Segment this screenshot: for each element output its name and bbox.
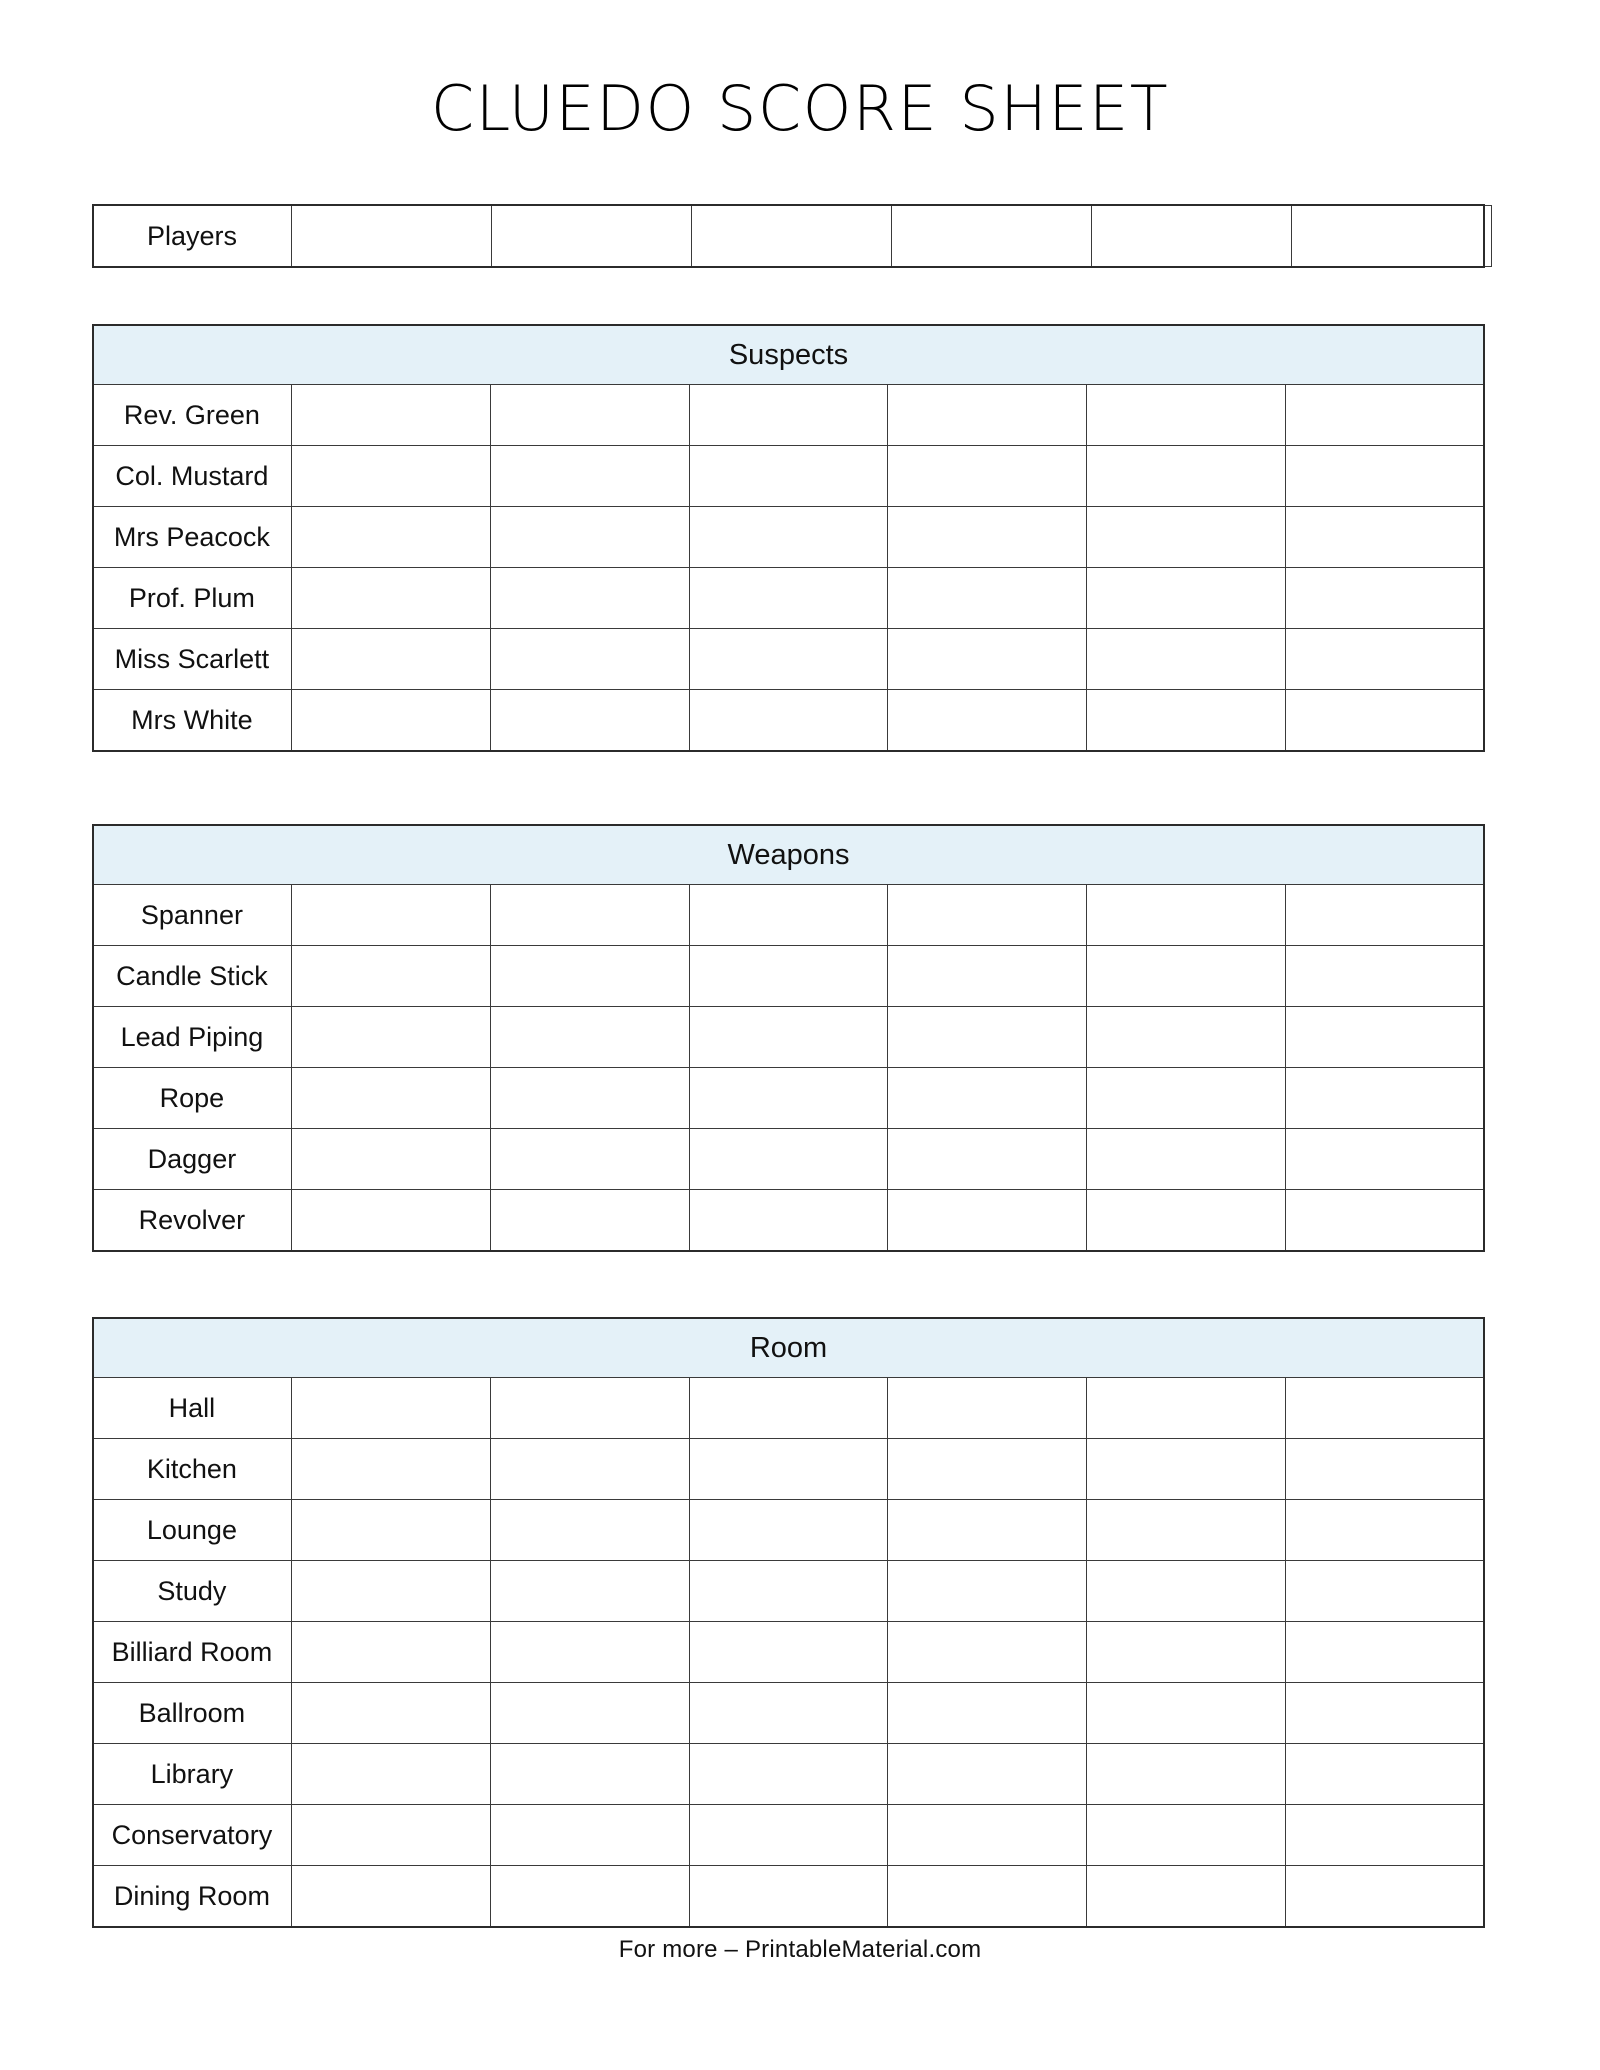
mark-cell[interactable] [1087, 1190, 1286, 1251]
table-row [93, 206, 1492, 267]
mark-cell[interactable] [1286, 446, 1485, 507]
mark-cell[interactable] [1087, 1683, 1286, 1744]
section-heading-room: Room [93, 1319, 1485, 1378]
mark-cell[interactable] [888, 1683, 1087, 1744]
player-name-cell[interactable] [1092, 206, 1292, 267]
mark-cell[interactable] [689, 1866, 888, 1927]
mark-cell[interactable] [1286, 1378, 1485, 1439]
row-label: Mrs White [93, 690, 292, 751]
mark-cell[interactable] [490, 385, 689, 446]
row-label: Lounge [93, 1500, 292, 1561]
row-label: Revolver [93, 1190, 292, 1251]
mark-cell[interactable] [888, 446, 1087, 507]
mark-cell[interactable] [689, 885, 888, 946]
table-row [93, 1007, 1485, 1068]
mark-cell[interactable] [1286, 1500, 1485, 1561]
mark-cell[interactable] [888, 385, 1087, 446]
mark-cell[interactable] [1286, 507, 1485, 568]
mark-cell[interactable] [888, 1744, 1087, 1805]
mark-cell[interactable] [689, 1744, 888, 1805]
row-label: Spanner [93, 885, 292, 946]
mark-cell[interactable] [490, 1378, 689, 1439]
mark-cell[interactable] [888, 507, 1087, 568]
mark-cell[interactable] [1087, 1500, 1286, 1561]
row-label: Miss Scarlett [93, 629, 292, 690]
mark-cell[interactable] [1286, 568, 1485, 629]
table-row [93, 507, 1485, 568]
mark-cell[interactable] [1286, 1683, 1485, 1744]
mark-cell[interactable] [888, 568, 1087, 629]
mark-cell[interactable] [1286, 1007, 1485, 1068]
row-label: Dagger [93, 1129, 292, 1190]
player-name-cell[interactable] [492, 206, 692, 267]
mark-cell[interactable] [689, 1378, 888, 1439]
table-row [93, 1068, 1485, 1129]
table-row [93, 629, 1485, 690]
mark-cell[interactable] [689, 446, 888, 507]
table-row [93, 1378, 1485, 1439]
mark-cell[interactable] [888, 1866, 1087, 1927]
mark-cell[interactable] [490, 885, 689, 946]
row-label: Prof. Plum [93, 568, 292, 629]
mark-cell[interactable] [1286, 1561, 1485, 1622]
mark-cell[interactable] [1087, 1378, 1286, 1439]
weapons-table [92, 825, 1485, 1251]
table-row [93, 1500, 1485, 1561]
mark-cell[interactable] [1087, 690, 1286, 751]
mark-cell[interactable] [291, 1068, 490, 1129]
row-label: Rope [93, 1068, 292, 1129]
mark-cell[interactable] [888, 1190, 1087, 1251]
mark-cell[interactable] [1087, 1561, 1286, 1622]
mark-cell[interactable] [490, 690, 689, 751]
mark-cell[interactable] [1286, 385, 1485, 446]
mark-cell[interactable] [291, 1561, 490, 1622]
table-row [93, 885, 1485, 946]
mark-cell[interactable] [689, 1805, 888, 1866]
mark-cell[interactable] [1286, 690, 1485, 751]
row-label: Lead Piping [93, 1007, 292, 1068]
player-name-cell[interactable] [692, 206, 892, 267]
mark-cell[interactable] [888, 1007, 1087, 1068]
row-label: Kitchen [93, 1439, 292, 1500]
mark-cell[interactable] [291, 1378, 490, 1439]
mark-cell[interactable] [1087, 629, 1286, 690]
footer-credit: For more – PrintableMaterial.com [618, 1936, 982, 1963]
mark-cell[interactable] [1087, 568, 1286, 629]
mark-cell[interactable] [490, 1007, 689, 1068]
mark-cell[interactable] [291, 885, 490, 946]
mark-cell[interactable] [490, 629, 689, 690]
mark-cell[interactable] [1286, 1129, 1485, 1190]
player-name-cell[interactable] [892, 206, 1092, 267]
mark-cell[interactable] [1087, 885, 1286, 946]
mark-cell[interactable] [689, 946, 888, 1007]
mark-cell[interactable] [1087, 1805, 1286, 1866]
mark-cell[interactable] [1286, 885, 1485, 946]
table-row [93, 946, 1485, 1007]
table-row [93, 1561, 1485, 1622]
row-label: Billiard Room [93, 1622, 292, 1683]
mark-cell[interactable] [291, 1129, 490, 1190]
table-row [93, 1190, 1485, 1251]
table-row [93, 1805, 1485, 1866]
mark-cell[interactable] [490, 507, 689, 568]
weapons-table-body [93, 826, 1485, 1251]
suspects-table-block [92, 325, 1485, 751]
mark-cell[interactable] [689, 385, 888, 446]
mark-cell[interactable] [888, 690, 1087, 751]
mark-cell[interactable] [1286, 629, 1485, 690]
suspects-table [92, 325, 1485, 751]
room-table-block [92, 1318, 1485, 1927]
mark-cell[interactable] [1087, 1068, 1286, 1129]
mark-cell[interactable] [1087, 1007, 1286, 1068]
row-label: Conservatory [93, 1805, 292, 1866]
mark-cell[interactable] [689, 1439, 888, 1500]
player-name-cell[interactable] [1292, 206, 1492, 267]
mark-cell[interactable] [888, 1561, 1087, 1622]
mark-cell[interactable] [888, 946, 1087, 1007]
table-row [93, 1744, 1485, 1805]
row-label: Candle Stick [93, 946, 292, 1007]
player-name-cell[interactable] [292, 206, 492, 267]
mark-cell[interactable] [490, 446, 689, 507]
mark-cell[interactable] [888, 885, 1087, 946]
mark-cell[interactable] [689, 1190, 888, 1251]
mark-cell[interactable] [1286, 1866, 1485, 1927]
mark-cell[interactable] [490, 1622, 689, 1683]
table-row [93, 1622, 1485, 1683]
section-heading-weapons: Weapons [93, 826, 1485, 885]
mark-cell[interactable] [1286, 1622, 1485, 1683]
mark-cell[interactable] [888, 629, 1087, 690]
mark-cell[interactable] [291, 1007, 490, 1068]
mark-cell[interactable] [689, 568, 888, 629]
mark-cell[interactable] [1286, 1190, 1485, 1251]
players-table-block [92, 205, 1485, 267]
row-label: Dining Room [93, 1866, 292, 1927]
mark-cell[interactable] [291, 1683, 490, 1744]
mark-cell[interactable] [490, 1744, 689, 1805]
row-label: Ballroom [93, 1683, 292, 1744]
mark-cell[interactable] [689, 1622, 888, 1683]
row-label: Study [93, 1561, 292, 1622]
mark-cell[interactable] [689, 1561, 888, 1622]
mark-cell[interactable] [888, 1068, 1087, 1129]
mark-cell[interactable] [888, 1805, 1087, 1866]
mark-cell[interactable] [1087, 507, 1286, 568]
mark-cell[interactable] [291, 1866, 490, 1927]
mark-cell[interactable] [490, 1561, 689, 1622]
mark-cell[interactable] [689, 690, 888, 751]
mark-cell[interactable] [689, 1007, 888, 1068]
mark-cell[interactable] [689, 507, 888, 568]
mark-cell[interactable] [689, 1068, 888, 1129]
mark-cell[interactable] [689, 1129, 888, 1190]
mark-cell[interactable] [291, 1190, 490, 1251]
mark-cell[interactable] [490, 1068, 689, 1129]
mark-cell[interactable] [1286, 1744, 1485, 1805]
mark-cell[interactable] [1087, 1439, 1286, 1500]
mark-cell[interactable] [888, 1378, 1087, 1439]
mark-cell[interactable] [1087, 946, 1286, 1007]
players-row-label: Players [93, 206, 292, 267]
mark-cell[interactable] [1087, 446, 1286, 507]
mark-cell[interactable] [689, 1683, 888, 1744]
players-table [92, 205, 1492, 267]
room-table [92, 1318, 1485, 1927]
mark-cell[interactable] [1087, 1744, 1286, 1805]
mark-cell[interactable] [1286, 1439, 1485, 1500]
mark-cell[interactable] [1087, 1866, 1286, 1927]
mark-cell[interactable] [291, 690, 490, 751]
mark-cell[interactable] [291, 629, 490, 690]
row-label: Col. Mustard [93, 446, 292, 507]
mark-cell[interactable] [291, 385, 490, 446]
mark-cell[interactable] [291, 1622, 490, 1683]
mark-cell[interactable] [1087, 385, 1286, 446]
mark-cell[interactable] [689, 629, 888, 690]
table-row [93, 385, 1485, 446]
mark-cell[interactable] [888, 1129, 1087, 1190]
table-row [93, 1683, 1485, 1744]
row-label: Mrs Peacock [93, 507, 292, 568]
mark-cell[interactable] [490, 1129, 689, 1190]
section-heading-suspects: Suspects [93, 326, 1485, 385]
mark-cell[interactable] [490, 946, 689, 1007]
mark-cell[interactable] [490, 568, 689, 629]
mark-cell[interactable] [291, 946, 490, 1007]
table-row [93, 690, 1485, 751]
mark-cell[interactable] [1087, 1129, 1286, 1190]
room-table-body [93, 1319, 1485, 1927]
mark-cell[interactable] [689, 1500, 888, 1561]
page-title: CLUEDO SCORE SHEET [430, 72, 1170, 145]
mark-cell[interactable] [490, 1190, 689, 1251]
table-row [93, 446, 1485, 507]
mark-cell[interactable] [888, 1622, 1087, 1683]
table-row [93, 1439, 1485, 1500]
section-header-row [93, 1319, 1485, 1378]
mark-cell[interactable] [490, 1805, 689, 1866]
row-label: Rev. Green [93, 385, 292, 446]
mark-cell[interactable] [490, 1683, 689, 1744]
table-row [93, 1866, 1485, 1927]
mark-cell[interactable] [291, 1439, 490, 1500]
table-row [93, 568, 1485, 629]
suspects-table-body [93, 326, 1485, 751]
mark-cell[interactable] [490, 1866, 689, 1927]
row-label: Library [93, 1744, 292, 1805]
mark-cell[interactable] [291, 507, 490, 568]
mark-cell[interactable] [490, 1500, 689, 1561]
mark-cell[interactable] [291, 568, 490, 629]
mark-cell[interactable] [1286, 946, 1485, 1007]
mark-cell[interactable] [291, 1744, 490, 1805]
section-header-row [93, 826, 1485, 885]
mark-cell[interactable] [291, 1805, 490, 1866]
mark-cell[interactable] [1286, 1068, 1485, 1129]
section-header-row [93, 326, 1485, 385]
row-label: Hall [93, 1378, 292, 1439]
table-row [93, 1129, 1485, 1190]
mark-cell[interactable] [1286, 1805, 1485, 1866]
players-table-body [93, 206, 1492, 267]
mark-cell[interactable] [490, 1439, 689, 1500]
mark-cell[interactable] [888, 1439, 1087, 1500]
weapons-table-block [92, 825, 1485, 1251]
mark-cell[interactable] [1087, 1622, 1286, 1683]
mark-cell[interactable] [291, 1500, 490, 1561]
mark-cell[interactable] [291, 446, 490, 507]
mark-cell[interactable] [888, 1500, 1087, 1561]
